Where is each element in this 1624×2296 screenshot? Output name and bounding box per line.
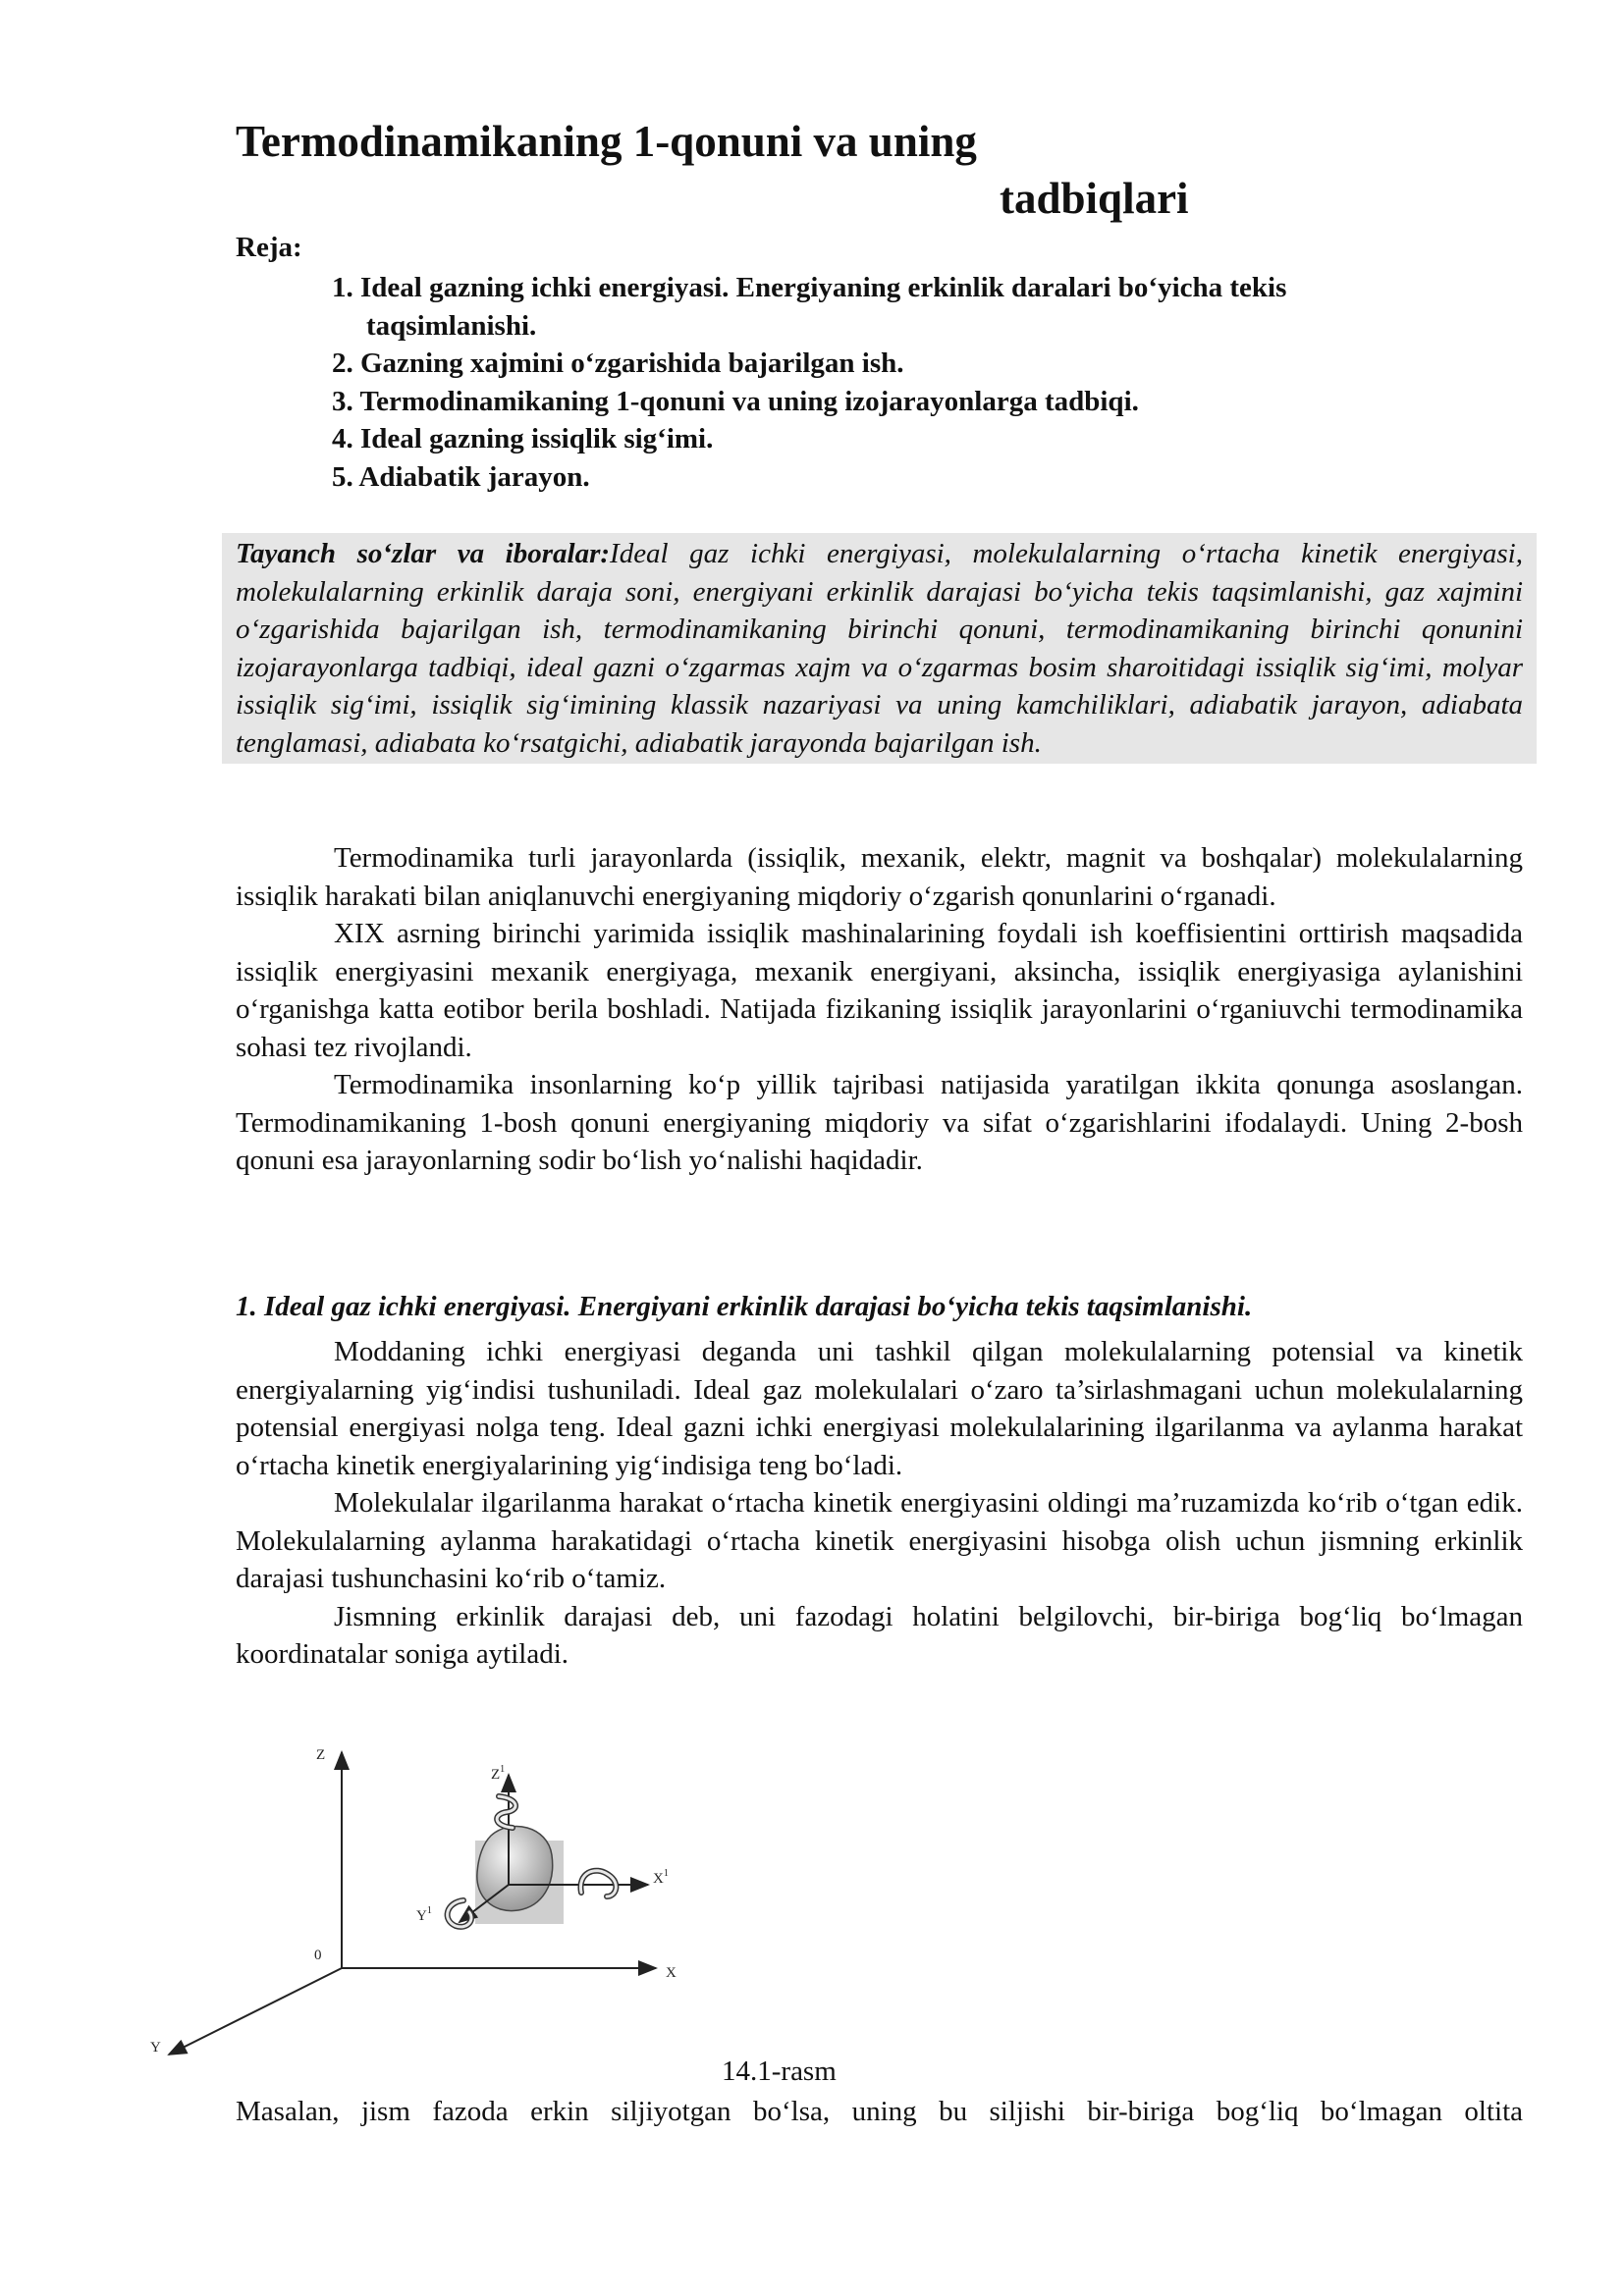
rigid-body xyxy=(477,1826,553,1910)
plan-item: 4. Ideal gazning issiqlik sig‘imi. xyxy=(332,423,714,454)
section-body xyxy=(236,1333,1523,1674)
plan-item: 3. Termodinamikaning 1-qonuni va uning izojarayonlarga tadbiqi. xyxy=(332,385,1139,417)
keywords-label: Tayanch so‘zlar va iboralar: xyxy=(236,538,611,569)
page-title-continuation: tadbiqlari xyxy=(1000,174,1189,223)
section-heading: 1. Ideal gaz ichki energiyasi. Energiyani erkinlik darajasi bo‘yicha tekis taqsimlanishi. xyxy=(236,1291,1253,1322)
z1-axis-label: $Z^1$ xyxy=(491,1764,506,1783)
origin-label: 0 xyxy=(314,1948,322,1963)
y-axis-label: Y xyxy=(150,2040,161,2056)
z-axis-label: Z xyxy=(316,1747,326,1763)
y1-axis-label: $Y^1$ xyxy=(416,1905,432,1924)
figure-caption: 14.1-rasm xyxy=(722,2056,837,2087)
intro-section xyxy=(236,839,1523,1180)
page-title: Termodinamikaning 1-qonuni va uning xyxy=(236,117,977,166)
section-paragraph: Moddaning ichki energiyasi deganda uni tashkil qilgan molekulalarning potensial va kinetik energiyalarning yig‘indisi tushuniladi. Ideal gaz molekulalari o‘zaro ta’sirlashmagani uchun molekulalarning potensial energiyasi nolga teng. Ideal gazni ichki energiyasi molekulalarining ilgarilanma va aylanma harakat o‘rtacha kinetik energiyalarining yig‘indisiga teng bo‘ladi. xyxy=(236,1336,1523,1481)
keywords-box xyxy=(222,533,1537,764)
plan-item: 2. Gazning xajmini o‘zgarishida bajarilgan ish. xyxy=(332,347,904,379)
intro-paragraph: Termodinamika insonlarning ko‘p yillik tajribasi natijasida yaratilgan ikkita qonunga asoslangan. Termodinamikaning 1-bosh qonuni energiyaning miqdoriy va sifat o‘zgarishlarini ifodalaydi. Uning 2-bosh qonuni esa jarayonlarning sodir bo‘lish yo‘nalishi haqidadir. xyxy=(236,1069,1523,1176)
x-axis-label: X xyxy=(666,1965,677,1981)
degrees-of-freedom-figure xyxy=(147,1728,697,2061)
intro-paragraph: Termodinamika turli jarayonlarda (issiqlik, mexanik, elektr, magnit va boshqalar) molekulalarning issiqlik harakati bilan aniqlanuvchi energiyaning miqdoriy o‘zgarish qonunlarini o‘rganadi. xyxy=(236,842,1523,912)
plan-item: 1. Ideal gazning ichki energiyasi. Energiyaning erkinlik daralari bo‘yicha tekis taqsimlanishi. xyxy=(332,272,1287,342)
y-axis xyxy=(169,1968,342,2055)
plan-item: 5. Adiabatik jarayon. xyxy=(332,460,590,493)
plan-list xyxy=(332,269,1461,496)
continuing-paragraph: Masalan, jism fazoda erkin siljiyotgan bo‘lsa, uning bu siljishi bir-biriga bog‘liq bo‘lmagan oltita xyxy=(236,2096,1523,2127)
keywords-text: Ideal gaz ichki energiyasi, molekulalarning o‘rtacha kinetik energiyasi, molekulalarning erkinlik daraja soni, energiyani erkinlik darajasi bo‘yicha tekis taqsimlanishi, gaz xajmini o‘zgarishida bajarilgan ish, termodinamikaning birinchi qonuni, termodinamikaning birinchi qonunini izojarayonlarga tadbiqi, ideal gazni o‘zgarmas xajm va o‘zgarmas bosim sharoitidagi issiqlik sig‘imi, molyar issiqlik sig‘imi, issiqlik sig‘imining klassik nazariyasi va uning kamchiliklari, adiabatik jarayon, adiabata tenglamasi, adiabata ko‘rsatgichi, adiabatik jarayonda bajarilgan ish. xyxy=(236,538,1523,759)
intro-paragraph: XIX asrning birinchi yarimida issiqlik mashinalarining foydali ish koeffisientini orttirish maqsadida issiqlik energiyasini mexanik energiyaga, mexanik energiyani, aksincha, issiqlik energiyasiga aylanishini o‘rganishga katta eotibor berila boshladi. Natijada fizikaning issiqlik jarayonlarini o‘rganiuvchi termodinamika sohasi tez rivojlandi. xyxy=(236,918,1523,1063)
plan-label: Reja: xyxy=(236,232,302,263)
x1-axis-label: $X^1$ xyxy=(653,1868,669,1887)
section-paragraph: Jismning erkinlik darajasi deb, uni fazodagi holatini belgilovchi, bir-biriga bog‘liq bo‘lmagan koordinatalar soniga aytiladi. xyxy=(236,1600,1523,1670)
section-paragraph: Molekulalar ilgarilanma harakat o‘rtacha kinetik energiyasini oldingi ma’ruzamizda ko‘rib o‘tgan edik. Molekulalarning aylanma harakatidagi o‘rtacha kinetik energiyasini hisobga olish uchun jismning erkinlik darajasi tushunchasini ko‘rib o‘tamiz. xyxy=(236,1487,1523,1594)
